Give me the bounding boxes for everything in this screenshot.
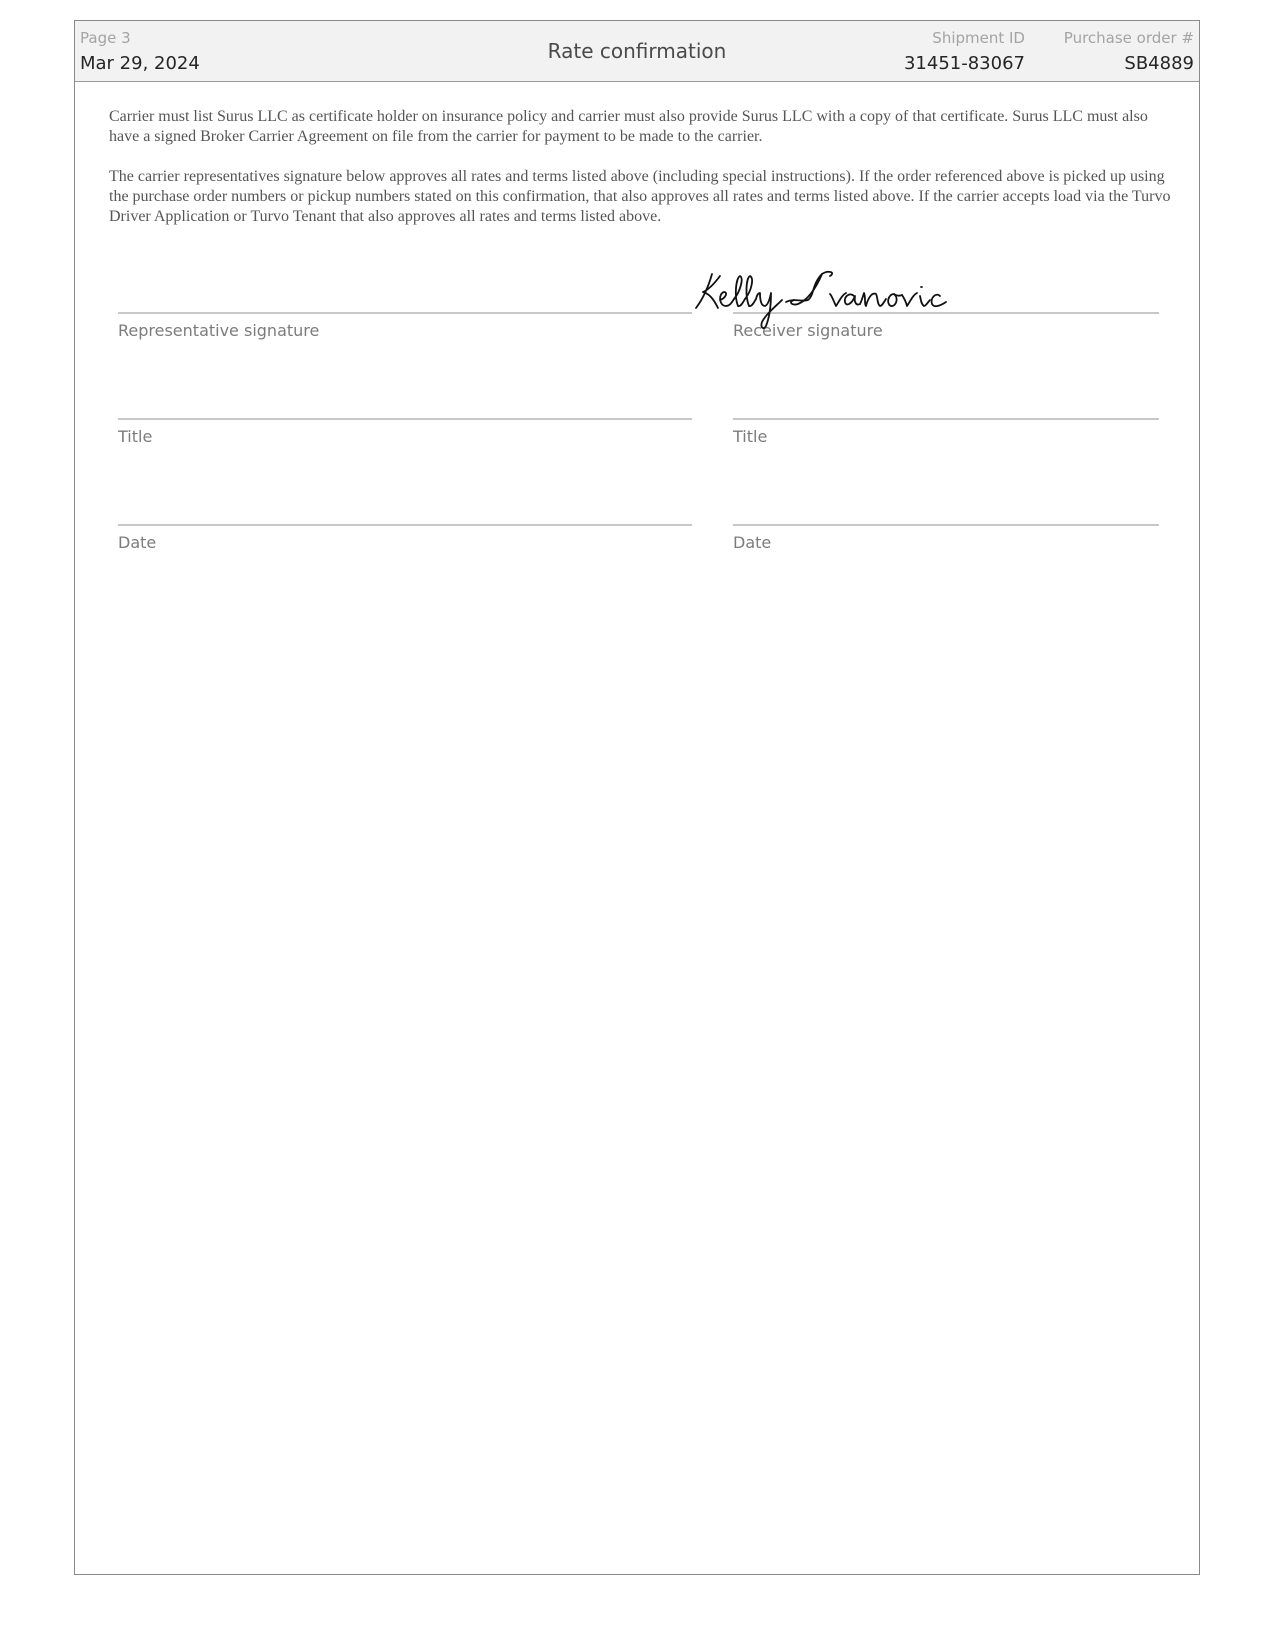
representative-date-label: Date [118,533,157,552]
shipment-id-label: Shipment ID [932,29,1025,47]
receiver-title-line[interactable] [733,418,1159,420]
terms-paragraph-approval: The carrier representatives signature below approves all rates and terms listed above (including special instructions). If the order referenced above is picked up using the purchase order numbers or pickup numbers stated on this confirmation, that also approves all rates and terms listed above. If the carrier accepts load via the Turvo Driver Application or Turvo Tenant that also approves all rates and terms listed above. [109,168,1171,225]
receiver-date-label: Date [733,533,772,552]
shipment-id-value: 31451-83067 [903,53,1025,74]
terms-paragraph-insurance: Carrier must list Surus LLC as certificate holder on insurance policy and carrier must also provide Surus LLC with a copy of that certificate. Surus LLC must also have a signed Broker Carrier Agreement on file from the carrier for payment to be made to the carrier. [109,108,1148,145]
receiver-date-line[interactable] [733,524,1159,526]
page-header [75,21,1199,82]
receiver-signature-label: Receiver signature [733,321,883,340]
representative-title-line[interactable] [118,418,692,420]
document-title: Rate confirmation [547,39,727,63]
representative-title-label: Title [118,427,153,446]
page-number: Page 3 [80,29,131,47]
representative-signature-label: Representative signature [118,321,320,340]
document-date: Mar 29, 2024 [80,53,200,74]
receiver-title-label: Title [733,427,768,446]
document-page [74,20,1200,1575]
purchase-order-value: SB4889 [1124,53,1194,74]
handwritten-signature [690,262,960,334]
terms-section [109,107,1174,247]
representative-date-line[interactable] [118,524,692,526]
representative-signature-line[interactable] [118,312,692,314]
purchase-order-label: Purchase order # [1063,29,1194,47]
